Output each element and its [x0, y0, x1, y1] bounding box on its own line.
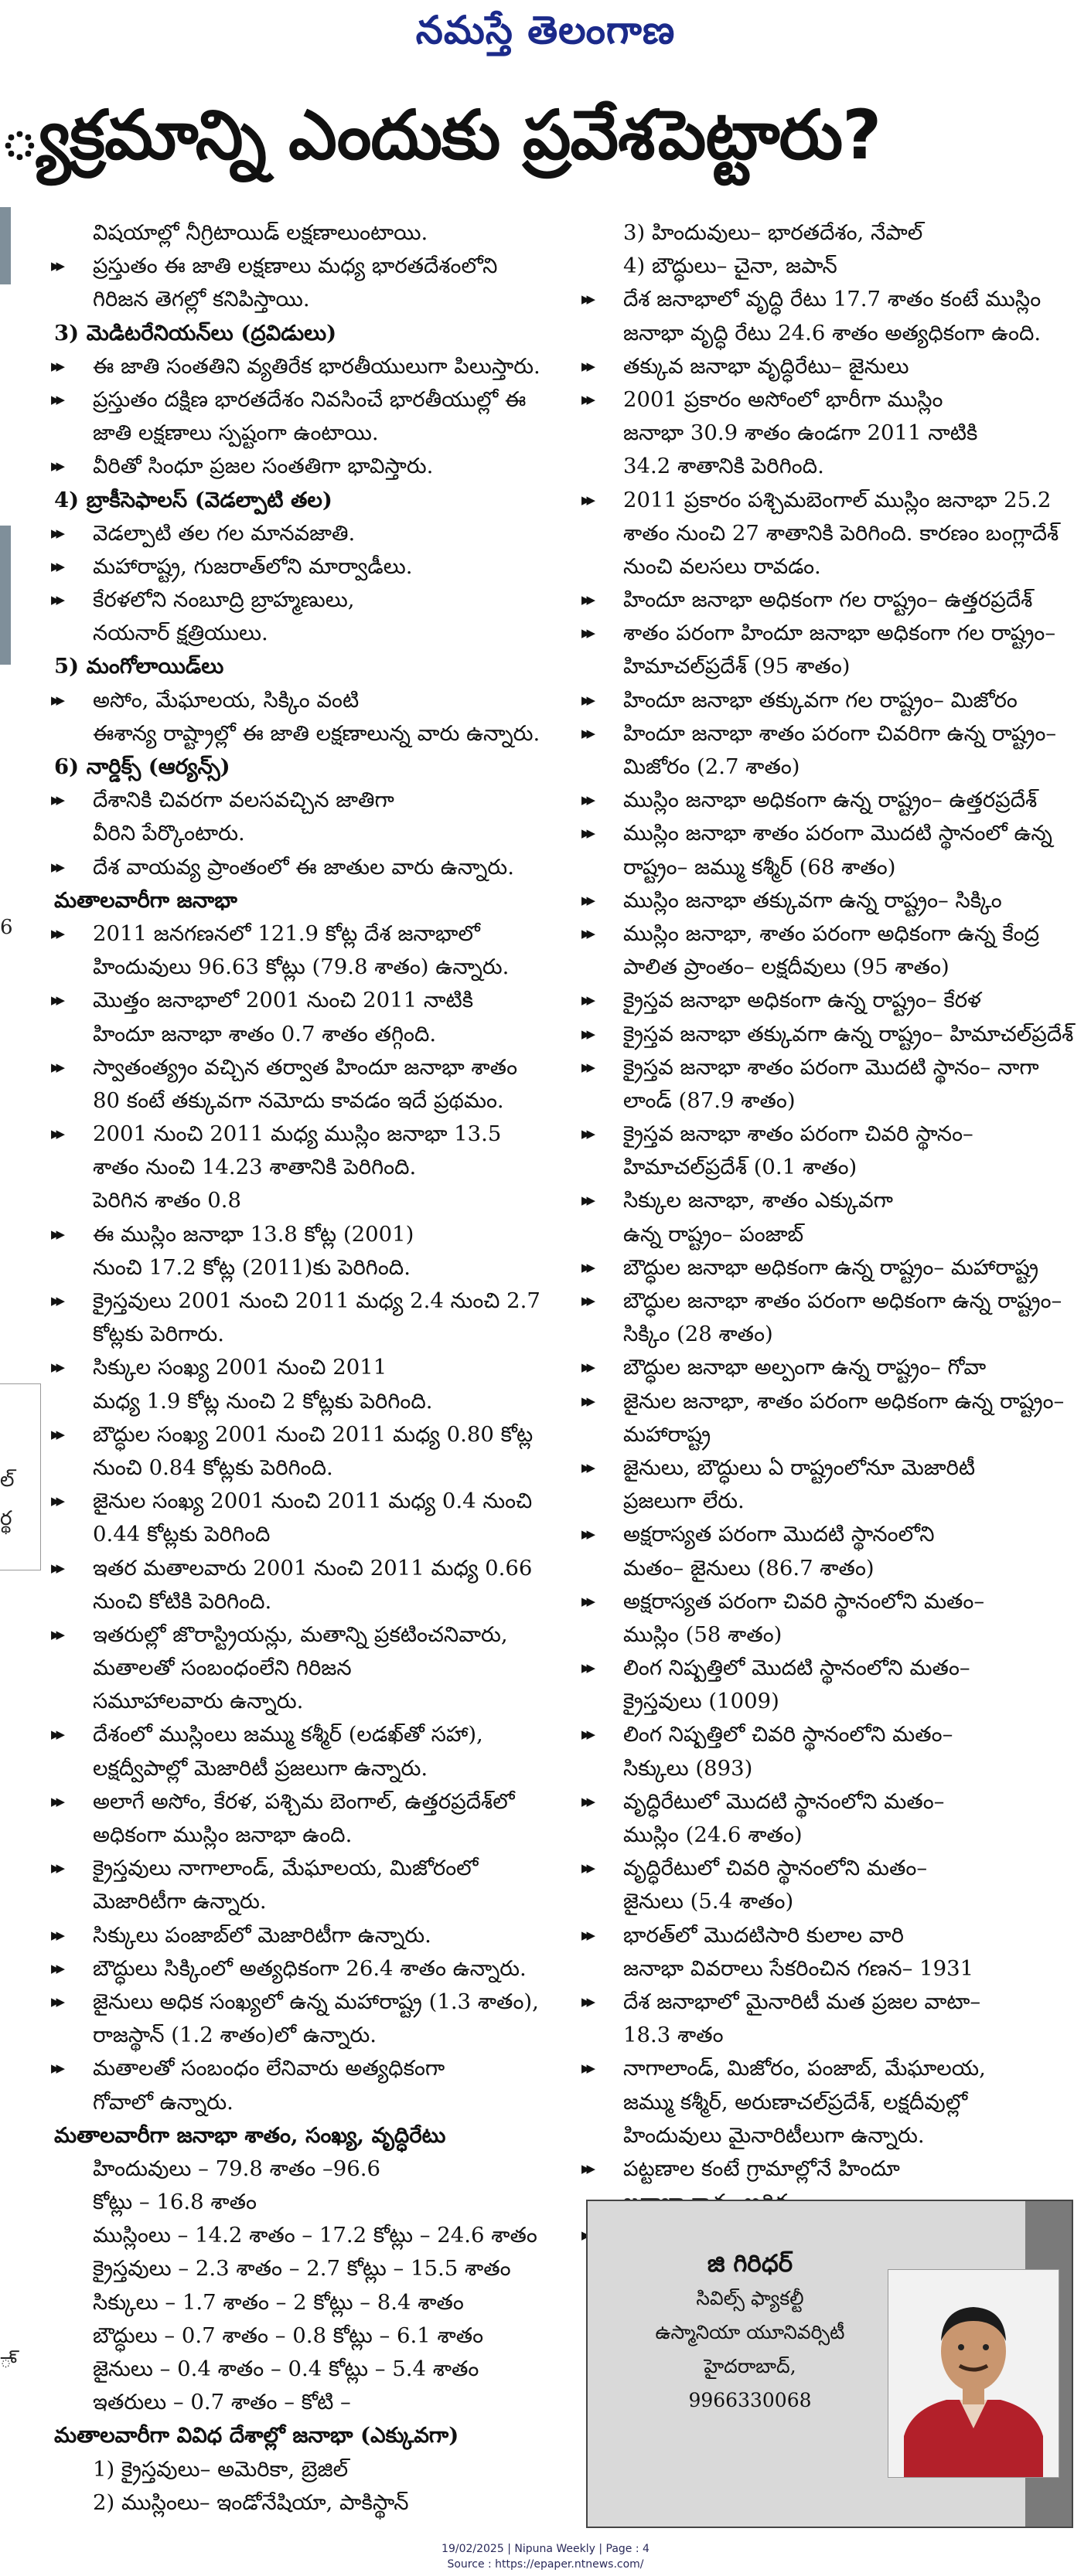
- text-line: జైనులు (5.4 శాతం): [623, 1889, 794, 1914]
- headline: ్యక్రమాన్ని ఎందుకు ప్రవేశపెట్టారు?: [0, 95, 881, 175]
- article-column-right: [578, 216, 1089, 2252]
- bullet-line: ▶▶ అసోం, మేఘాలయ, సిక్కిం వంటి: [48, 684, 558, 717]
- author-designation: సివిల్స్ ఫ్యాకల్టీ: [696, 2287, 804, 2309]
- text-line: ఇతరులు – 0.7 శాతం – కోటి –: [93, 2390, 351, 2415]
- text-line: మతాలతో సంబంధంలేని గిరిజన: [93, 1656, 352, 1681]
- bullet-line: ▶▶ ఇతరుల్లో జొరాస్ట్రియన్లు, మతాన్ని ప్రకటించనివారు,: [48, 1618, 558, 1652]
- bullet-line: ▶▶ లింగ నిష్పత్తిలో మొదటి స్థానంలోని మతం–: [578, 1652, 1089, 1685]
- text-line: శాతం నుంచి 14.23 శాతానికి పెరిగింది.: [93, 1155, 417, 1180]
- text-line: పెరిగిన శాతం 0.8: [93, 1188, 242, 1213]
- section-heading: మతాలవారీగా జనాభా శాతం, సంఖ్య, వృద్ధిరేటు: [54, 2122, 446, 2148]
- text-line: బౌద్ధులు – 0.7 శాతం – 0.8 కోట్లు – 6.1 శాతం: [93, 2322, 484, 2348]
- text-line: మిజోరం (2.7 శాతం): [623, 754, 800, 779]
- bullet-line: ▶▶ ఈ జాతి సంతతిని వ్యతిరేక భారతీయులుగా పిలుస్తారు.: [48, 350, 558, 383]
- bullet-line: ▶▶ బౌద్ధుల జనాభా అధికంగా ఉన్న రాష్ట్రం– మహారాష్ట్ర: [578, 1251, 1089, 1285]
- text-line: హిందువులు 96.63 కోట్లు (79.8 శాతం) ఉన్నారు.: [93, 955, 510, 980]
- text-line: 1) క్రైస్తవులు– అమెరికా, బ్రెజిల్: [93, 2456, 349, 2482]
- bullet-line: ▶▶ హిందూ జనాభా శాతం పరంగా చివరిగా ఉన్న రాష్ట్రం–: [578, 717, 1089, 750]
- text-line: హిందువులు మైనారిటీలుగా ఉన్నారు.: [623, 2122, 925, 2148]
- text-line: రాష్ట్రం– జమ్ము కశ్మీర్ (68 శాతం): [623, 854, 896, 880]
- edge-number: 6: [0, 916, 13, 939]
- bullet-line: ▶▶ బౌద్ధులు సిక్కింలో అత్యధికంగా 26.4 శాతం ఉన్నారు.: [48, 1952, 558, 1986]
- bullet-line: ▶▶ బౌద్ధుల జనాభా శాతం పరంగా అధికంగా ఉన్న రాష్ట్రం–: [578, 1285, 1089, 1318]
- edge-photo-strip-mid: [0, 526, 11, 665]
- text-line: శాతం నుంచి 27 శాతానికి పెరిగింది. కారణం బంగ్లాదేశ్: [623, 520, 1059, 546]
- text-line: కోట్లు – 16.8 శాతం: [93, 2190, 257, 2215]
- bullet-line: ▶▶ ప్రస్తుతం దక్షిణ భారతదేశం నివసించే భారతీయుల్లో ఈ: [48, 383, 558, 417]
- bullet-line: ▶▶ మహారాష్ట్ర, గుజరాత్‌లోని మార్వాడీలు.: [48, 550, 558, 584]
- text-line: గోవాలో ఉన్నారు.: [93, 2089, 234, 2115]
- author-university: ఉస్మానియా యూనివర్సిటీ: [655, 2321, 845, 2343]
- section-heading: మతాలవారీగా వివిధ దేశాల్లో జనాభా (ఎక్కువగా): [54, 2423, 459, 2448]
- text-line: అధికంగా ముస్లిం జనాభా ఉంది.: [93, 1822, 353, 1847]
- text-line: మెజారిటీగా ఉన్నారు.: [93, 1889, 267, 1914]
- text-line: మధ్య 1.9 కోట్ల నుంచి 2 కోట్లకు పెరిగింది.: [93, 1388, 433, 1414]
- bullet-line: ▶▶ క్రైస్తవులు 2001 నుంచి 2011 మధ్య 2.4 నుంచి 2.7: [48, 1285, 558, 1318]
- bullet-line: ▶▶ మతాలతో సంబంధం లేనివారు అత్యధికంగా: [48, 2052, 558, 2085]
- text-line: ముస్లిం (58 శాతం): [623, 1621, 782, 1647]
- text-line: జమ్ము కశ్మీర్, అరుణాచల్‌ప్రదేశ్, లక్షదీవుల్లో: [623, 2089, 968, 2115]
- text-line: కోట్లకు పెరిగారు.: [93, 1322, 224, 1347]
- bullet-line: ▶▶ దేశానికి చివరగా వలసవచ్చిన జాతిగా: [48, 784, 558, 817]
- text-line: రాజస్థాన్ (1.2 శాతం)లో ఉన్నారు.: [93, 2023, 377, 2048]
- text-line: నయనార్ క్షత్రియులు.: [93, 621, 268, 646]
- text-line: జనాభా వివరాలు సేకరించిన గణన– 1931: [623, 1955, 974, 1981]
- bullet-line: ▶▶ 2011 ప్రకారం పశ్చిమబెంగాల్ ముస్లిం జనాభా 25.2: [578, 484, 1089, 517]
- bullet-line: ▶▶ వెడల్పాటి తల గల మానవజాతి.: [48, 517, 558, 550]
- text-line: జనాభా వృద్ధి రేటు 24.6 శాతం అత్యధికంగా ఉంది.: [623, 320, 1042, 345]
- bullet-line: ▶▶ క్రైస్తవ జనాభా శాతం పరంగా మొదటి స్థానం– నాగా: [578, 1051, 1089, 1084]
- bullet-line: ▶▶ దేశ జనాభాలో వృద్ధి రేటు 17.7 శాతం కంటే ముస్లిం: [578, 283, 1089, 316]
- bullet-line: ▶▶ వీరితో సింధూ ప్రజల సంతతిగా భావిస్తారు.: [48, 450, 558, 483]
- author-name: జి గిరిధర్: [707, 2250, 793, 2278]
- text-line: క్రైస్తవులు – 2.3 శాతం – 2.7 కోట్లు – 15.5 శాతం: [93, 2256, 511, 2282]
- bullet-line: ▶▶ సిక్కుల జనాభా, శాతం ఎక్కువగా: [578, 1184, 1089, 1217]
- author-photo-illustration: [888, 2270, 1059, 2477]
- text-line: హిందువులు – 79.8 శాతం –96.6: [93, 2156, 380, 2181]
- bullet-line: ▶▶ దేశ జనాభాలో మైనారిటీ మత ప్రజల వాటా–: [578, 1986, 1089, 2019]
- bullet-line: ▶▶ క్రైస్తవ జనాభా తక్కువగా ఉన్న రాష్ట్రం– హిమాచల్‌ప్రదేశ్: [578, 1018, 1089, 1051]
- bullet-line: ▶▶ దేశంలో ముస్లింలు జమ్ము కశ్మీర్ (లడఖ్‌తో సహా),: [48, 1718, 558, 1751]
- text-line: మహారాష్ట్ర: [623, 1421, 711, 1447]
- bullet-line: ▶▶ జైనులు, బౌద్ధులు ఏ రాష్ట్రంలోనూ మెజారిటీ: [578, 1451, 1089, 1485]
- masthead: నమస్తే తెలంగాణ: [415, 8, 676, 53]
- text-line: జైనులు – 0.4 శాతం – 0.4 కోట్లు – 5.4 శాతం: [93, 2357, 479, 2381]
- text-line: ఉన్న రాష్ట్రం– పంజాబ్: [623, 1221, 804, 1247]
- bullet-line: ▶▶ మొత్తం జనాభాలో 2001 నుంచి 2011 నాటికి: [48, 984, 558, 1017]
- text-line: గిరిజన తెగల్లో కనిపిస్తాయి.: [93, 287, 310, 312]
- edge-photo-strip-top: [0, 207, 11, 284]
- bullet-line: ▶▶ కేరళలోని నంబూద్రి బ్రాహ్మణులు,: [48, 584, 558, 617]
- text-line: హిమాచల్‌ప్రదేశ్ (0.1 శాతం): [623, 1155, 857, 1180]
- text-line: ఈశాన్య రాష్ట్రాల్లో ఈ జాతి లక్షణాలున్న వారు ఉన్నారు.: [93, 720, 540, 746]
- bullet-line: ▶▶ బౌద్ధుల జనాభా అల్పంగా ఉన్న రాష్ట్రం– గోవా: [578, 1351, 1089, 1384]
- text-line: లక్షద్వీపాల్లో మెజారిటీ ప్రజలుగా ఉన్నారు.: [93, 1755, 428, 1781]
- text-line: విషయాల్లో నీగ్రిటాయిడ్ లక్షణాలుంటాయి.: [93, 220, 428, 245]
- bullet-line: ▶▶ అలాగే అసోం, కేరళ, పశ్చిమ బెంగాల్, ఉత్తరప్రదేశ్‌లో: [48, 1785, 558, 1819]
- bullet-line: ▶▶ తక్కువ జనాభా వృద్ధిరేటు– జైనులు: [578, 350, 1089, 383]
- bullet-line: ▶▶ దేశ వాయవ్య ప్రాంతంలో ఈ జాతుల వారు ఉన్నారు.: [48, 851, 558, 884]
- text-line: నుంచి వలసలు రావడం.: [623, 553, 821, 579]
- bullet-line: ▶▶ లింగ నిష్పత్తిలో చివరి స్థానంలోని మతం–: [578, 1718, 1089, 1751]
- article-column-left: [48, 216, 558, 2520]
- text-line: వీరిని పేర్కొంటారు.: [93, 821, 245, 846]
- bullet-line: ▶▶ వృద్ధిరేటులో చివరి స్థానంలోని మతం–: [578, 1852, 1089, 1885]
- text-line: మతం– జైనులు (86.7 శాతం): [623, 1555, 875, 1581]
- bullet-line: ▶▶ వృద్ధిరేటులో మొదటి స్థానంలోని మతం–: [578, 1785, 1089, 1819]
- bullet-line: ▶▶ ఇతర మతాలవారు 2001 నుంచి 2011 మధ్య 0.66: [48, 1552, 558, 1585]
- bullet-line: ▶▶ 2011 జనగణనలో 121.9 కోట్ల దేశ జనాభాలో: [48, 917, 558, 951]
- bullet-line: ▶▶ క్రైస్తవ జనాభా శాతం పరంగా చివరి స్థానం–: [578, 1118, 1089, 1151]
- bullet-line: ▶▶ జైనుల సంఖ్య 2001 నుంచి 2011 మధ్య 0.4 నుంచి: [48, 1485, 558, 1518]
- bullet-line: ▶▶ హిందూ జనాభా తక్కువగా గల రాష్ట్రం– మిజోరం: [578, 684, 1089, 717]
- text-line: 80 కంటే తక్కువగా నమోదు కావడం ఇదే ప్రథమం.: [93, 1087, 504, 1113]
- bullet-line: ▶▶ నాగాలాండ్, మిజోరం, పంజాబ్, మేఘాలయ,: [578, 2052, 1089, 2085]
- bullet-line: ▶▶ సిక్కులు పంజాబ్‌లో మెజారిటీగా ఉన్నారు.: [48, 1919, 558, 1952]
- bullet-line: ▶▶ ముస్లిం జనాభా శాతం పరంగా మొదటి స్థానంలో ఉన్న: [578, 817, 1089, 850]
- bullet-line: ▶▶ శాతం పరంగా హిందూ జనాభా అధికంగా గల రాష్ట్రం–: [578, 617, 1089, 650]
- bullet-line: ▶▶ ముస్లిం జనాభా తక్కువగా ఉన్న రాష్ట్రం– సిక్కిం: [578, 884, 1089, 917]
- text-line: నుంచి కోటికి పెరిగింది.: [93, 1588, 272, 1614]
- text-line: 34.2 శాతానికి పెరిగింది.: [623, 454, 824, 479]
- footer-date-line: 19/02/2025 | Nipuna Weekly | Page : 4: [442, 2543, 649, 2555]
- text-line: ముస్లిం (24.6 శాతం): [623, 1822, 803, 1847]
- text-line: ముస్లింలు – 14.2 శాతం – 17.2 కోట్లు – 24.6 శాతం: [93, 2223, 537, 2248]
- bullet-line: ▶▶ ముస్లిం జనాభా అధికంగా ఉన్న రాష్ట్రం– ఉత్తరప్రదేశ్: [578, 784, 1089, 817]
- bullet-line: ▶▶ హిందూ జనాభా అధికంగా గల రాష్ట్రం– ఉత్తరప్రదేశ్: [578, 584, 1089, 617]
- bullet-line: ▶▶ క్రైస్తవులు నాగాలాండ్, మేఘాలయ, మిజోరంలో: [48, 1852, 558, 1885]
- text-line: నుంచి 17.2 కోట్ల (2011)కు పెరిగింది.: [93, 1254, 411, 1280]
- text-line: పాలిత ప్రాంతం– లక్షదీవులు (95 శాతం): [623, 955, 950, 980]
- text-line: సిక్కిం (28 శాతం): [623, 1322, 773, 1347]
- author-phone: 9966330068: [688, 2389, 812, 2411]
- edge-char-3: ా్: [0, 2350, 17, 2373]
- section-heading: 5) మంగోలాయిడ్‌లు: [54, 654, 224, 679]
- text-line: సిక్కులు (893): [623, 1755, 753, 1781]
- author-city: హైదరాబాద్,: [704, 2355, 796, 2377]
- bullet-line: ▶▶ పట్టణాల కంటే గ్రామాల్లోనే హిందూ: [578, 2152, 1089, 2186]
- text-line: 3) హిందువులు– భారతదేశం, నేపాల్: [623, 220, 923, 245]
- text-line: క్రైస్తవులు (1009): [623, 1689, 779, 1714]
- text-line: జనాభా 30.9 శాతం ఉండగా 2011 నాటికి: [623, 420, 978, 446]
- bullet-line: ▶▶ జైనులు అధిక సంఖ్యలో ఉన్న మహారాష్ట్ర (1.3 శాతం),: [48, 1986, 558, 2019]
- text-line: 18.3 శాతం: [623, 2023, 724, 2048]
- text-line: హిమాచల్‌ప్రదేశ్ (95 శాతం): [623, 654, 851, 679]
- bullet-line: ▶▶ 2001 నుంచి 2011 మధ్య ముస్లిం జనాభా 13.5: [48, 1118, 558, 1151]
- bullet-line: ▶▶ ప్రస్తుతం ఈ జాతి లక్షణాలు మధ్య భారతదేశంలోని: [48, 250, 558, 283]
- bullet-line: ▶▶ క్రైస్తవ జనాభా అధికంగా ఉన్న రాష్ట్రం– కేరళ: [578, 984, 1089, 1017]
- bullet-line: ▶▶ 2001 ప్రకారం అసోంలో భారీగా ముస్లిం: [578, 383, 1089, 417]
- edge-char-2: ర్థ: [0, 1507, 12, 1530]
- author-details: [619, 2246, 881, 2418]
- section-heading: మతాలవారీగా జనాభా: [54, 887, 237, 913]
- section-heading: 6) నార్డిక్స్ (ఆర్యన్స్): [54, 754, 230, 779]
- text-line: లాండ్ (87.9 శాతం): [623, 1087, 796, 1113]
- author-box: [586, 2200, 1073, 2528]
- author-photo: [888, 2269, 1059, 2478]
- text-line: 4) బౌద్ధులు– చైనా, జపాన్: [623, 254, 837, 279]
- text-line: సిక్కులు – 1.7 శాతం – 2 కోట్లు – 8.4 శాతం: [93, 2289, 464, 2315]
- bullet-line: ▶▶ జైనుల జనాభా, శాతం పరంగా అధికంగా ఉన్న రాష్ట్రం–: [578, 1385, 1089, 1418]
- bullet-line: ▶▶ సిక్కుల సంఖ్య 2001 నుంచి 2011: [48, 1351, 558, 1384]
- bullet-line: ▶▶ అక్షరాస్యత పరంగా చివరి స్థానంలోని మతం–: [578, 1585, 1089, 1618]
- edge-char-1: ల్: [0, 1468, 15, 1492]
- bullet-line: ▶▶ ఈ ముస్లిం జనాభా 13.8 కోట్ల (2001): [48, 1218, 558, 1251]
- text-line: జాతి లక్షణాలు స్పష్టంగా ఉంటాయి.: [93, 420, 379, 446]
- bullet-line: ▶▶ బౌద్ధుల సంఖ్య 2001 నుంచి 2011 మధ్య 0.80 కోట్ల: [48, 1418, 558, 1451]
- section-heading: 4) బ్రాకీసెఫాలస్ (వెడల్పాటి తల): [54, 487, 332, 512]
- text-line: ప్రజలుగా లేరు.: [623, 1489, 745, 1514]
- bullet-line: ▶▶ భారత్‌లో మొదటిసారి కులాల వారి: [578, 1919, 1089, 1952]
- text-line: సమూహాలవారు ఉన్నారు.: [93, 1689, 304, 1714]
- bullet-line: ▶▶ అక్షరాస్యత పరంగా మొదటి స్థానంలోని: [578, 1518, 1089, 1551]
- text-line: నుంచి 0.84 కోట్లకు పెరిగింది.: [93, 1455, 333, 1480]
- section-heading: 3) మెడిటరేనియన్‌లు (ద్రవిడులు): [54, 320, 337, 345]
- bullet-line: ▶▶ స్వాతంత్య్రం వచ్చిన తర్వాత హిందూ జనాభా శాతం: [48, 1051, 558, 1084]
- text-line: 2) ముస్లింలు– ఇండోనేషియా, పాకిస్థాన్: [93, 2489, 409, 2515]
- text-line: హిందూ జనాభా శాతం 0.7 శాతం తగ్గింది.: [93, 1021, 437, 1046]
- bullet-line: ▶▶ ముస్లిం జనాభా, శాతం పరంగా అధికంగా ఉన్న కేంద్ర: [578, 917, 1089, 951]
- text-line: 0.44 కోట్లకు పెరిగింది: [93, 1522, 271, 1547]
- footer-source-line: Source : https://epaper.ntnews.com/: [447, 2558, 644, 2571]
